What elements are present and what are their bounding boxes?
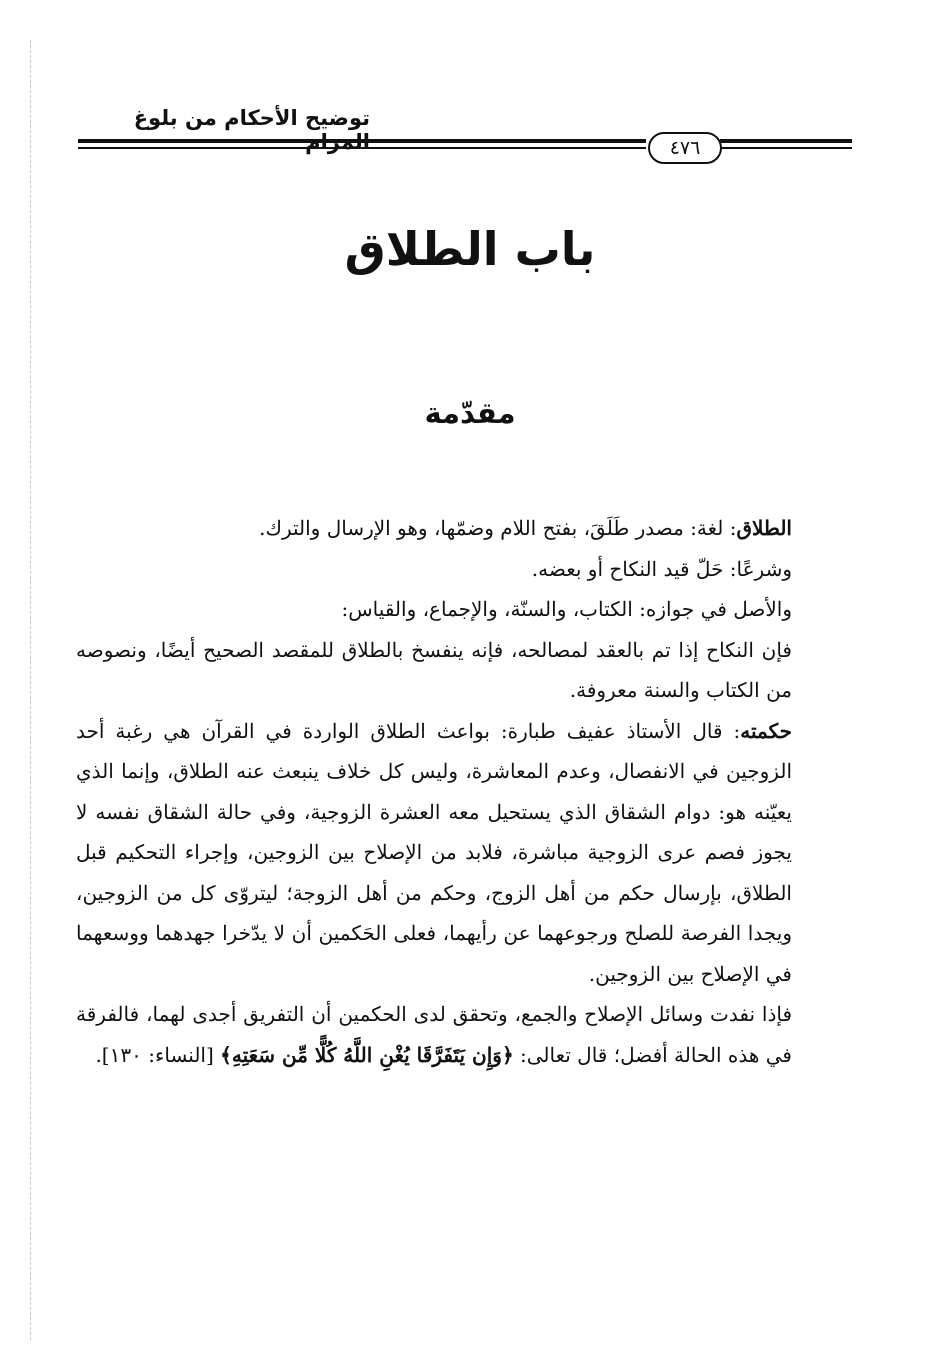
running-header-book-title: توضيح الأحكام من بلوغ (133, 106, 370, 130)
paragraph-definition-text: : لغة: مصدر طَلَقَ، بفتح اللام وضمّها، وهو الإرسال والترك. (259, 516, 737, 540)
paragraph-wisdom-text: : قال الأستاذ عفيف طبارة: بواعث الطلاق الواردة في القرآن هي رغبة أحد الزوجين في الانفصال، وعدم المعاشرة، وليس كل خلاف ينبعث عنه الطلاق، وإنما الذي يعيّنه هو: دوام الشقاق الذي يستحيل معه العشرة الزوجية، وفي حالة الشقاق نفسه لا يجوز فصم عرى الزوجية مباشرة، فلابد من الإصلاح بين الزوجين، وإجراء التحكيم قبل الطلاق، بإرسال حكم من أهل الزوج، وحكم من أهل الزوجة؛ ليتروّى كل من الزوجين، ويجدا الفرصة للصلح ورجوعهما عن رأيهما، فعلى الحَكمين أن لا يدّخرا جهدهما ووسعهما في الإصلاح بين الزوجين. (76, 718, 792, 986)
quran-verse: ﴿وَإِن يَتَفَرَّقَا يُغْنِ اللَّهُ كُلًّا مِّن سَعَتِهِ﴾ (220, 1042, 514, 1067)
paragraph-separation-text: فإذا نفدت وسائل الإصلاح والجمع، وتحقق لدى الحكمين أن التفريق أجدى لهما، فالفرقة في هذه الحالة أفضل؛ قال تعالى: (76, 1002, 792, 1067)
section-title: مقدّمة (424, 396, 516, 430)
term-hikmah: حكمته (740, 718, 792, 743)
verse-citation: [النساء: ١٣٠]. (95, 1042, 221, 1067)
paragraph-definition (76, 508, 792, 549)
page-number: ٤٧٦ (648, 132, 722, 164)
paragraph-legal-basis: والأصل في جوازه: الكتاب، والسنّة، والإجماع، والقياس: (341, 597, 792, 621)
paragraph-sharia-definition: وشرعًا: حَلّ قيد النكاح أو بعضه. (531, 556, 792, 581)
term-talaq: الطلاق (736, 516, 792, 540)
paragraph-wisdom (76, 711, 792, 995)
header-rule-left (78, 139, 646, 153)
header-rule-right (720, 139, 852, 153)
chapter-title: باب الطلاق (344, 222, 596, 276)
body-text (76, 508, 792, 1075)
paragraph-separation (76, 994, 792, 1075)
paragraph-marriage-dissolution: فإن النكاح إذا تم بالعقد لمصالحه، فإنه ينفسخ بالطلاق للمقصد الصحيح أيضًا، ونصوصه من الكتاب والسنة معروفة. (76, 637, 792, 702)
